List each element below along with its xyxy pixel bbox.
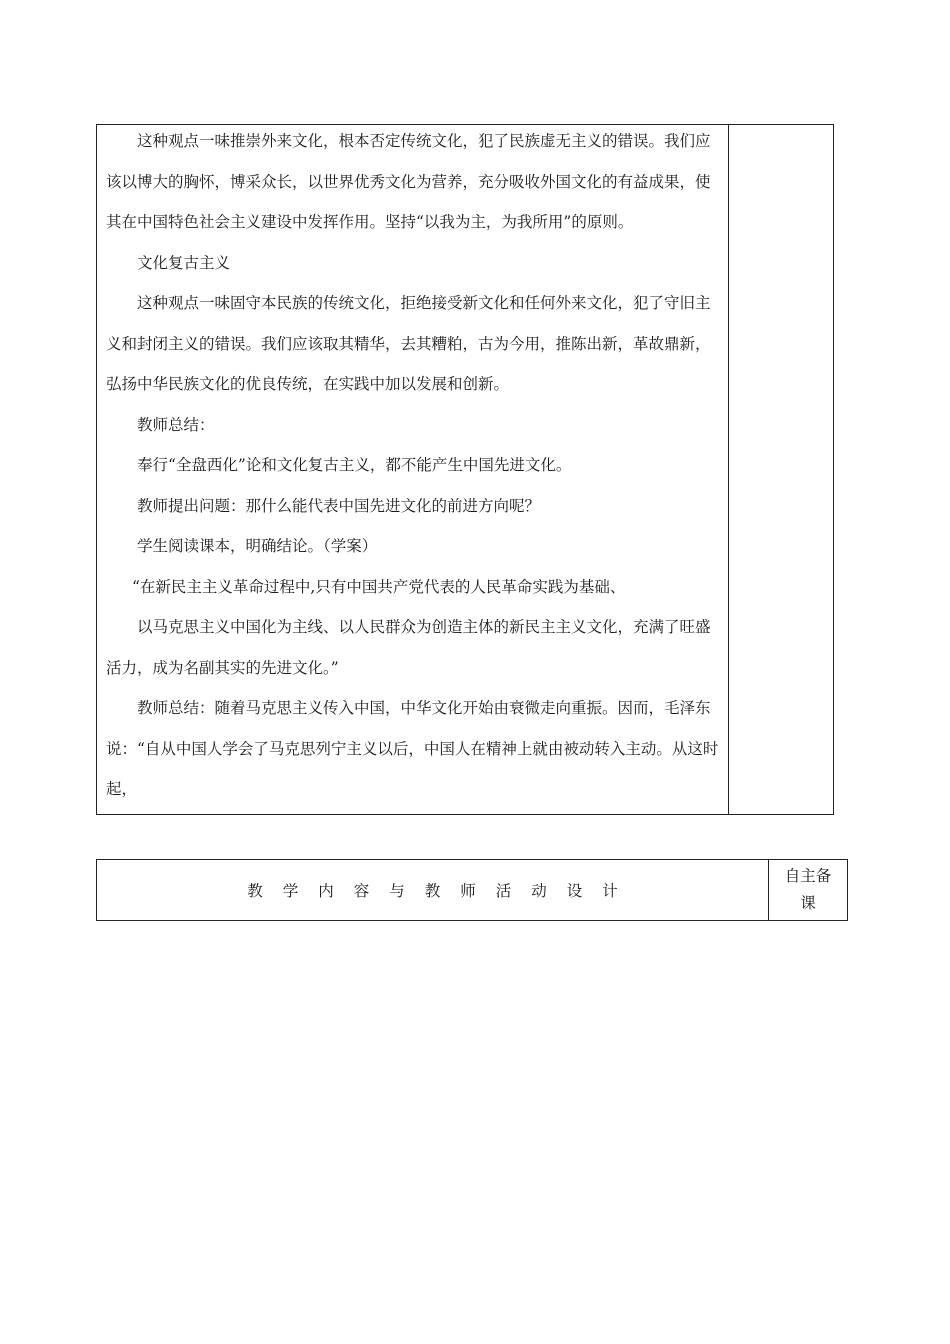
design-header-cell xyxy=(97,860,769,920)
self-prep-cell xyxy=(769,860,847,920)
content-table xyxy=(96,124,834,815)
quote-continuation: 以马克思主义中国化为主线、以人民群众为创造主体的新民主主义文化，充满了旺盛活力，成为名副其实的先进文化。” xyxy=(106,618,711,677)
paragraph-closing-summary: 教师总结：随着马克思主义传入中国，中华文化开始由衰微走向重振。因而，毛泽东说：“自从中国人学会了马克思列宁主义以后，中国人在精神上就由被动转入主动。从这时起， xyxy=(106,699,719,798)
paragraph-summary-conclusion: 奉行“全盘西化”论和文化复古主义，都不能产生中国先进文化。 xyxy=(137,456,572,474)
design-header-table xyxy=(96,859,848,921)
paragraph-student-reading: 学生阅读课本，明确结论。（学案） xyxy=(137,537,378,555)
quote-first-line: “在新民主主义革命过程中,只有中国共产党代表的人民革命实践为基础、 xyxy=(132,577,626,596)
paragraph-teacher-summary-label: 教师总结： xyxy=(137,415,215,434)
paragraph-teacher-question: 教师提出问题：那什么能代表中国先进文化的前进方向呢？ xyxy=(137,496,541,515)
paragraph-heading-revivalism: 文化复古主义 xyxy=(137,253,231,272)
paragraph-western-critique: 这种观点一味推崇外来文化，根本否定传统文化，犯了民族虚无主义的错误。我们应该以博大的胸怀，博采众长，以世界优秀文化为营养，充分吸收外国文化的有益成果，使其在中国特色社会主义建设中发挥作用。坚持“以我为主，为我所用”的原则。 xyxy=(106,132,711,231)
self-prep-label: 自主备课 xyxy=(784,867,832,912)
notes-cell xyxy=(729,125,833,814)
paragraph-revivalism-critique: 这种观点一味固守本民族的传统文化，拒绝接受新文化和任何外来文化，犯了守旧主义和封闭主义的错误。我们应该取其精华，去其糟粕，古为今用，推陈出新，革故鼎新，弘扬中华民族文化的优良传统，在实践中加以发展和创新。 xyxy=(106,294,711,393)
lesson-content-cell xyxy=(97,125,729,814)
design-header-title: 教学内容与教师活动设计 xyxy=(247,882,638,900)
